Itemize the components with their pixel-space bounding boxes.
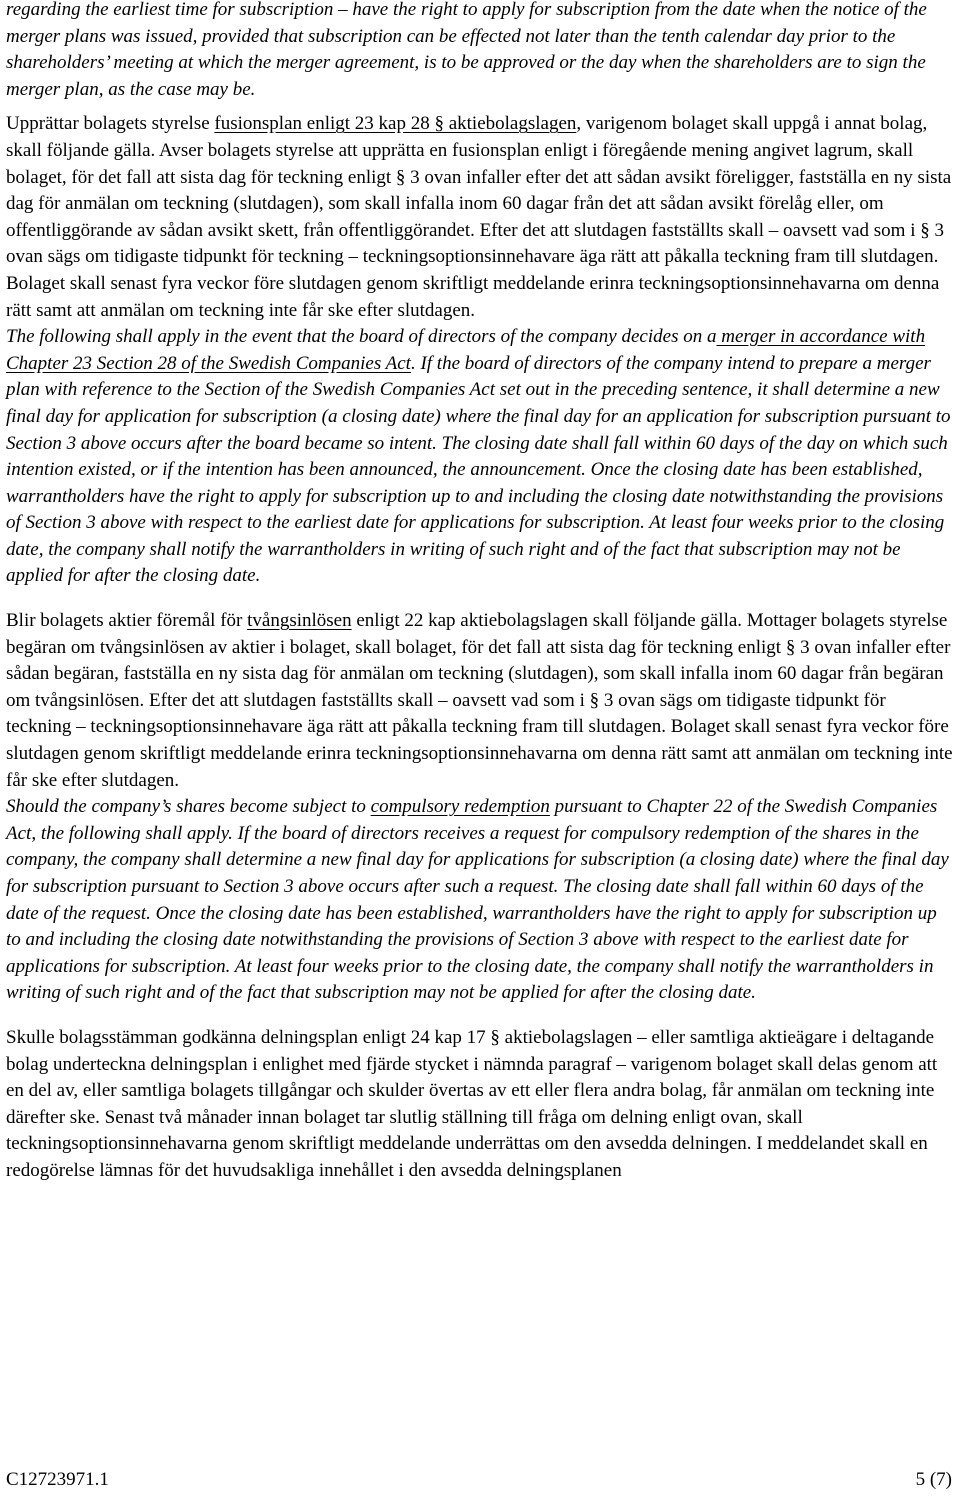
redemption-reference-link[interactable]: tvångsinlösen bbox=[247, 610, 352, 632]
paragraph-text-post: pursuant to Chapter 22 of the Swedish Companies Act, the following shall apply. If the board of directors receives a request for compulsory redemption of the shares in the company, the company shall determine a new final day for applications for subscription (a closing date) where the final day for subscription pursuant to Section 3 above occurs after such a request. The closing date shall fall within 60 days of the date of the request. Once the closing date has been established, warrantholders have the right to apply for subscription up to and including the closing date notwithstanding the provisions of Section 3 above with respect to the earliest date for applications for subscription. At least four weeks prior to the closing date, the company shall notify the warrantholders in writing of such right and of the fact that subscription may not be applied for after the closing date. bbox=[6, 796, 949, 1004]
paragraph-text: Skulle bolagsstämman godkänna delningsplan enligt 24 kap 17 § aktiebolagslagen – eller samtliga aktieägare i deltagande bolag underteckna delningsplan i enlighet med fjärde stycket i nämnda paragraf – varigenom bolaget skall delas genom att en del av, eller samtliga bolagets tillgångar och skulder övertas av ett eller flera andra bolag, får anmälan om teckning inte därefter ske. Senast två månader innan bolaget tar slutlig ställning till fråga om delning enligt ovan, skall teckningsoptionsinnehavarna genom skriftligt meddelande underrättas om den avsedda delningen. I meddelandet skall en redogörelse lämnas för det huvudsakliga innehållet i den avsedda delningsplanen bbox=[6, 1026, 938, 1181]
redemption-reference-link-en[interactable]: compulsory redemption bbox=[370, 796, 550, 818]
paragraph-text-pre: The following shall apply in the event that the board of directors of the company decides on a bbox=[6, 326, 717, 348]
paragraph-en-redemption bbox=[6, 794, 954, 1007]
paragraph-text-post: enligt 22 kap aktiebolagslagen skall följande gälla. Mottager bolagets styrelse begäran om tvångsinlösen av aktier i bolaget, skall bolaget, för det fall att sista dag för teckning enligt § 3 ovan infaller efter sådan begäran, fastställa en ny sista dag för anmälan om teckning (slutdagen), som skall infalla inom 60 dagar från begäran om tvångsinlösen. Efter det att slutdagen fastställts skall – oavsett vad som i § 3 ovan sägs om tidigaste tidpunkt för teckning – teckningsoptionsinnehavare äga rätt att påkalla teckning fram till slutdagen. Bolaget skall senast fyra veckor före slutdagen genom skriftligt meddelande erinra teckningsoptionsinnehavarna om denna rätt samt att anmälan om teckning inte får ske efter slutdagen. bbox=[6, 610, 953, 791]
paragraph-text-post: . If the board of directors of the company intend to prepare a merger plan with reference to the Section of the Swedish Companies Act set out in the preceding sentence, it shall determine a new final day for application for subscription (a closing date) where the final day for an application for subscription pursuant to Section 3 above occurs after the board became so intent. The closing date shall fall within 60 days of the day on which such intention existed, or if the intention has been announced, the announcement. Once the closing date has been established, warrantholders have the right to apply for subscription up to and including the closing date notwithstanding the provisions of Section 3 above with respect to the earliest date for applications for subscription. At least four weeks prior to the closing date, the company shall notify the warrantholders in writing of such right and of the fact that subscription may not be applied for after the closing date. bbox=[6, 352, 951, 587]
page-number: 5 (7) bbox=[915, 1469, 952, 1490]
paragraph-text-post: , varigenom bolaget skall uppgå i annat bolag, skall följande gälla. Avser bolagets styrelse att upprätta en fusionsplan enligt i föregående mening angivet lagrum, skall bolaget, för det fall att sista dag för teckning enligt § 3 ovan infaller efter det att sådan avsikt föreligger, fastställa en ny sista dag för anmälan om teckning (slutdagen), som skall infalla inom 60 dagar från det att sådan avsikt förelåg eller, om offentliggörande av sådan avsikt skett, från offentliggörandet. Efter det att slutdagen fastställts skall – oavsett vad som i § 3 ovan sägs om tidigaste tidpunkt för teckning – teckningsoptionsinnehavare äga rätt att påkalla teckning fram till slutdagen. Bolaget skall senast fyra veckor före slutdagen genom skriftligt meddelande erinra teckningsoptionsinnehavarna om denna rätt samt att anmälan om teckning inte får ske efter slutdagen. bbox=[6, 113, 952, 321]
paragraph-text: regarding the earliest time for subscription – have the right to apply for subscription from the date when the notice of the merger plans was issued, provided that subscription can be effected not later than the tenth calendar day prior to the shareholders’ meeting at which the merger agreement, is to be approved or the day when the shareholders are to sign the merger plan, as the case may be. bbox=[6, 0, 927, 100]
paragraph-sv-merger bbox=[6, 111, 954, 324]
paragraph-sv-redemption bbox=[6, 608, 954, 794]
paragraph-en-merger bbox=[6, 324, 954, 590]
merger-reference-link[interactable]: fusionsplan enligt 23 kap 28 § aktiebolagslagen bbox=[214, 113, 577, 135]
paragraph-sv-demerger bbox=[6, 1025, 954, 1185]
document-page bbox=[6, 0, 954, 1185]
merger-reference-link-en[interactable]: merger in accordance with Chapter 23 Section 28 of the Swedish Companies Act bbox=[6, 326, 926, 374]
paragraph-en-intro bbox=[6, 0, 954, 103]
paragraph-text-pre: Should the company’s shares become subject to bbox=[6, 796, 371, 818]
paragraph-text-pre: Upprättar bolagets styrelse bbox=[6, 113, 215, 135]
document-reference: C12723971.1 bbox=[6, 1469, 109, 1490]
paragraph-text-pre: Blir bolagets aktier föremål för bbox=[6, 610, 248, 632]
